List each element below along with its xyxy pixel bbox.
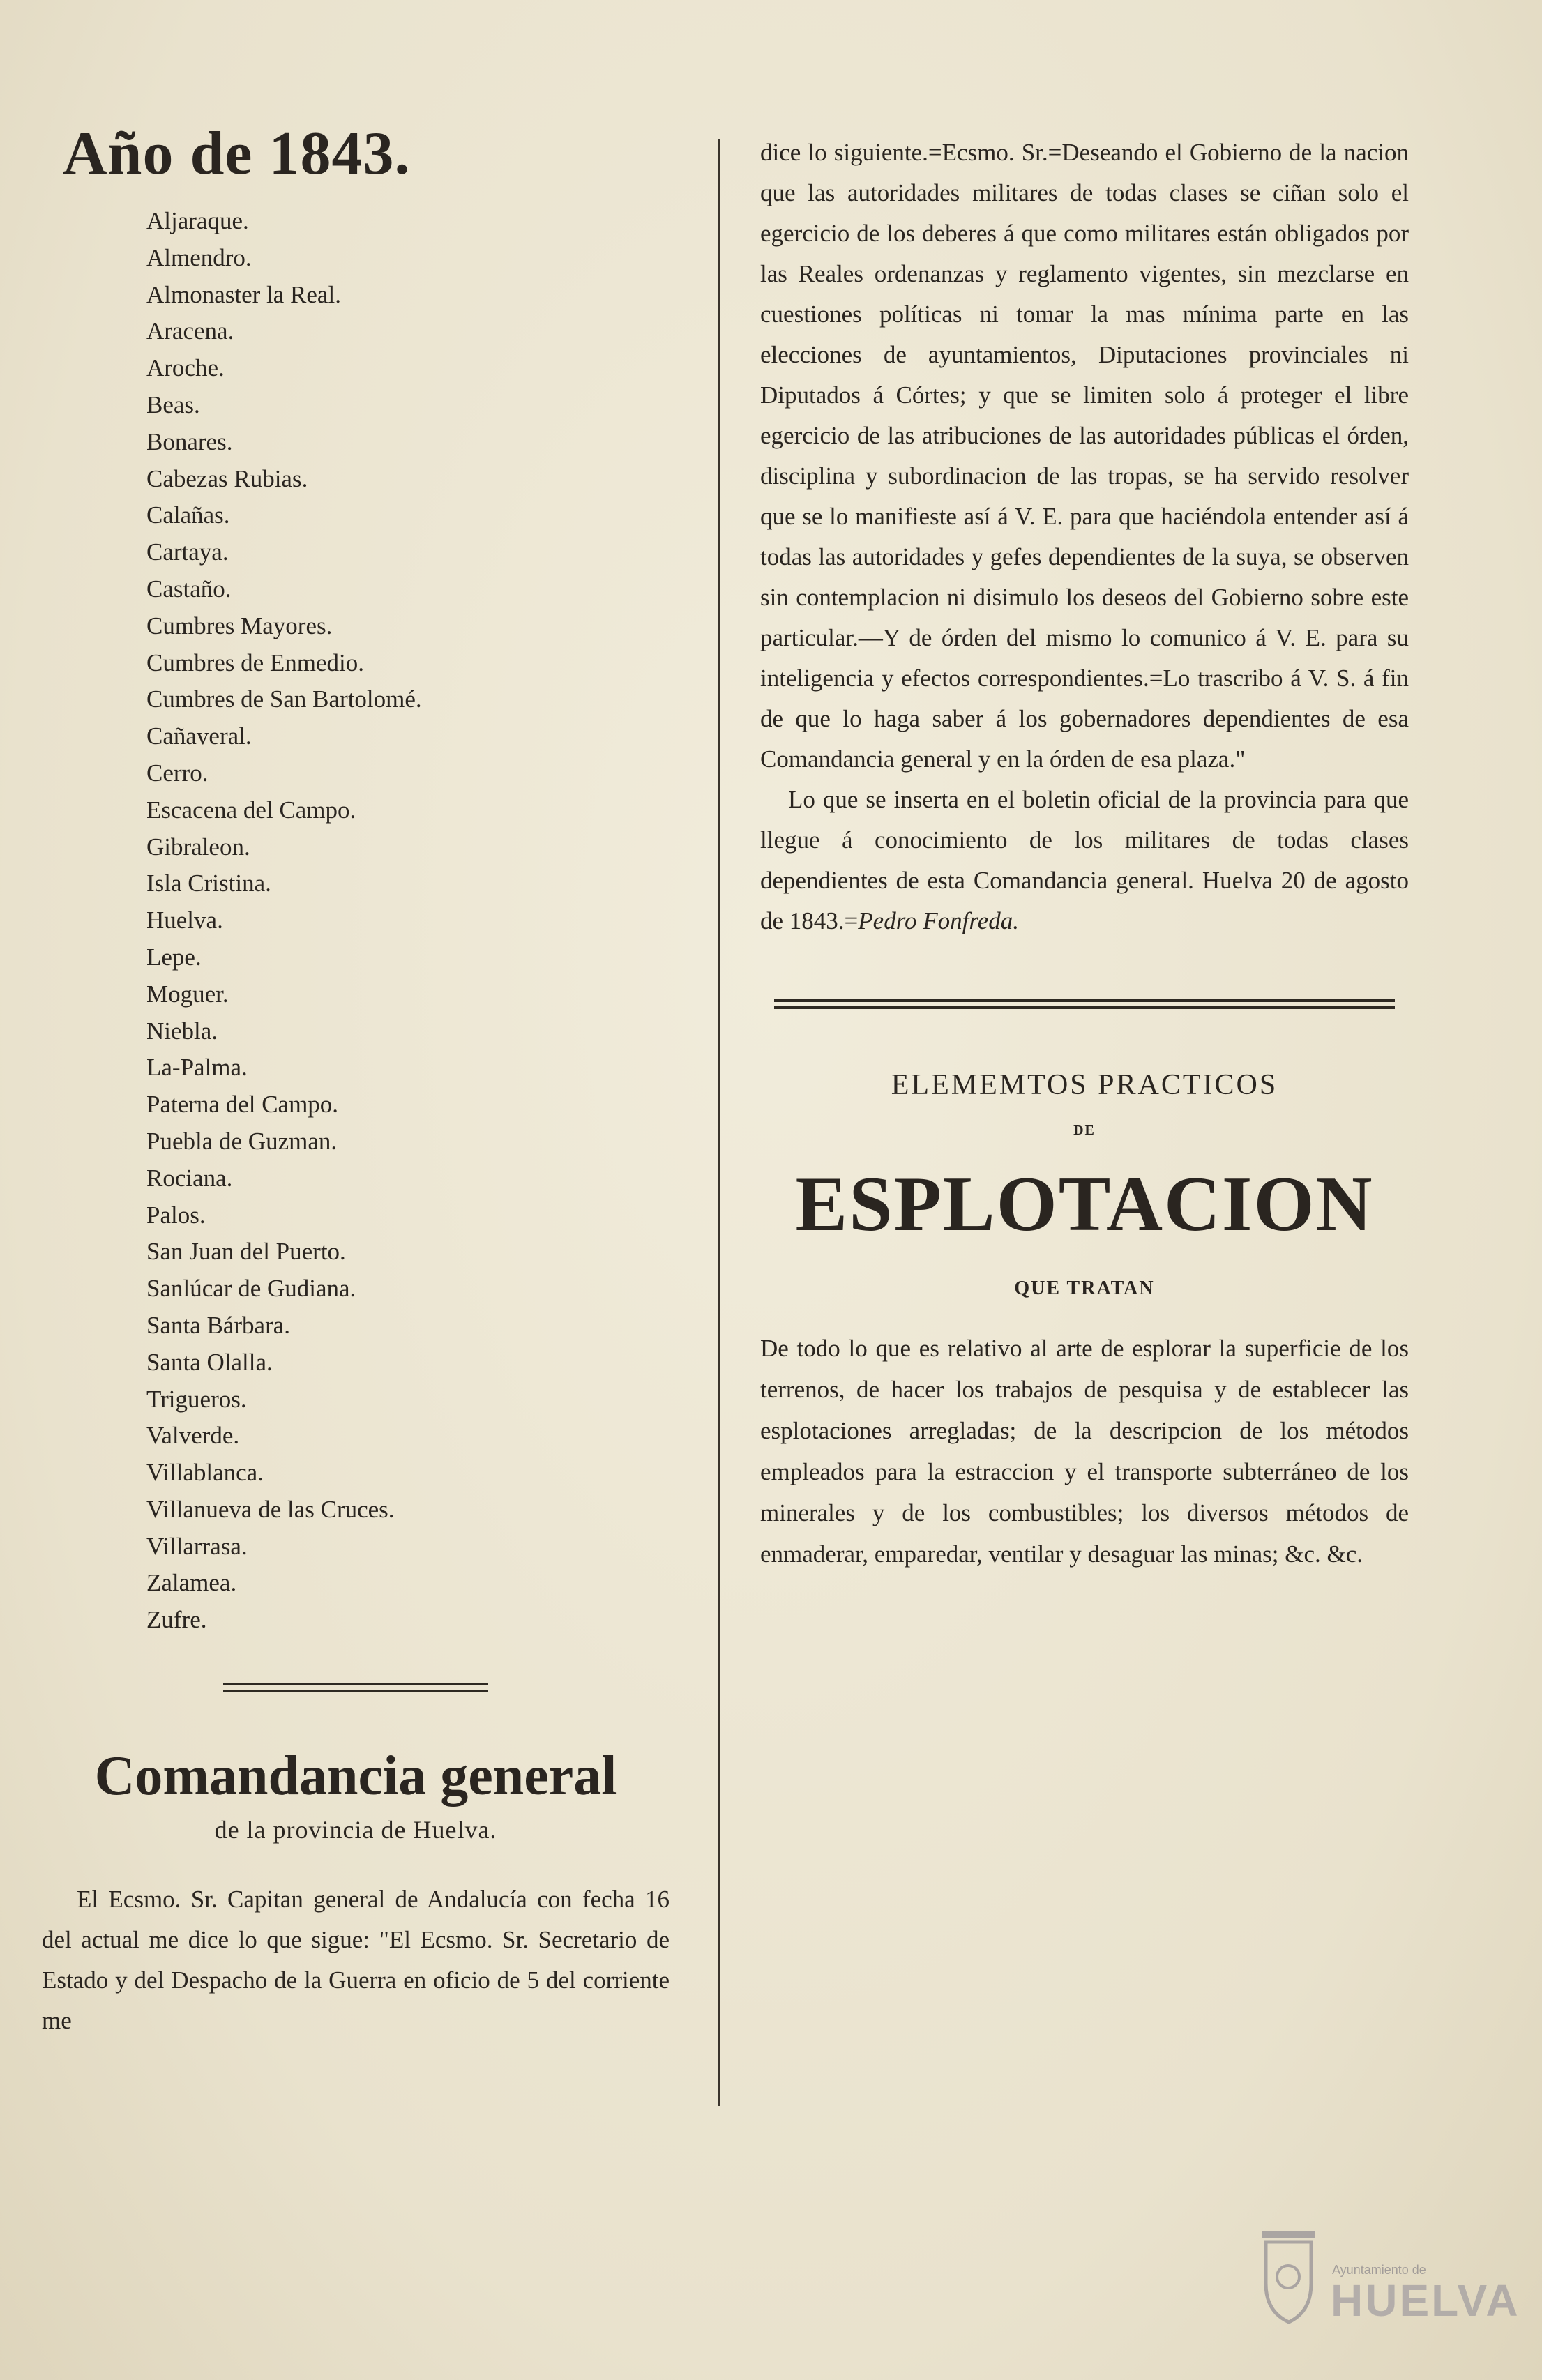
place-item: Cerro. <box>146 759 209 787</box>
place-item: Puebla de Guzman. <box>146 1127 338 1155</box>
article-body-start <box>42 1879 670 2041</box>
place-item: Castaño. <box>146 575 232 602</box>
place-item: Sanlúcar de Gudiana. <box>146 1275 356 1303</box>
place-item: Lepe. <box>146 943 202 971</box>
place-item: Cañaveral. <box>146 722 252 750</box>
year-title: Año de 1843. <box>63 120 411 188</box>
place-item: Cumbres de San Bartolomé. <box>146 685 422 713</box>
place-item: Santa Bárbara. <box>146 1311 291 1339</box>
article-closing <box>760 780 1409 941</box>
ad-headline: ESPLOTACION <box>795 1161 1374 1248</box>
place-item: Trigueros. <box>146 1385 247 1413</box>
place-item: Moguer. <box>146 980 229 1008</box>
right-column <box>760 132 1409 1575</box>
place-item: La-Palma. <box>146 1054 248 1082</box>
place-item: San Juan del Puerto. <box>146 1238 346 1266</box>
place-item: Escacena del Campo. <box>146 796 356 824</box>
place-item: Santa Olalla. <box>146 1348 273 1376</box>
place-item: Paterna del Campo. <box>146 1091 339 1119</box>
place-item: Isla Cristina. <box>146 870 271 897</box>
place-item: Huelva. <box>146 907 223 934</box>
place-item: Calañas. <box>146 501 230 529</box>
left-column <box>42 105 670 2041</box>
place-item: Villablanca. <box>146 1459 264 1487</box>
place-item: Cartaya. <box>146 538 229 566</box>
watermark-seal <box>1255 2224 1520 2336</box>
place-item: Zufre. <box>146 1606 207 1634</box>
section-rule <box>223 1681 488 1696</box>
place-item: Cumbres de Enmedio. <box>146 649 365 676</box>
column-divider <box>718 139 720 2106</box>
ad-subline: QUE TRATAN <box>1014 1278 1155 1299</box>
crest-icon <box>1255 2224 1322 2329</box>
watermark-label: Ayuntamiento de <box>1332 2263 1426 2277</box>
signature: Pedro Fonfreda. <box>858 907 1019 934</box>
ad-title-line: ELEMEMTOS PRACTICOS <box>891 1069 1278 1101</box>
place-item: Almonaster la Real. <box>146 280 341 308</box>
ad-body: De todo lo que es relativo al arte de esplorar la superficie de los terrenos, de hacer los trabajos de pesquisa y de establecer las esplotaciones arregladas; de la descripcion de los métodos empleados para la estraccion y el transporte subterráneo de los minerales y de los combustibles; los diversos métodos de enmaderar, emparedar, ventilar y desaguar las minas; &c. &c. <box>760 1335 1409 1568</box>
place-item: Villarrasa. <box>146 1532 248 1560</box>
place-item: Beas. <box>146 391 200 418</box>
place-item: Zalamea. <box>146 1569 237 1597</box>
article-continuation: dice lo siguiente.=Ecsmo. Sr.=Deseando el Gobierno de la nacion que las autoridades militares de todas clases se ciñan solo el egercicio de los deberes á que como militares están obligados por las Reales ordenanzas y reglamento vigentes, sin mezclarse en cuestiones políticas ni tomar la mas mínima parte en las elecciones de ayuntamientos, Diputaciones provinciales ni Diputados á Córtes; y que se limiten solo á proteger el libre egercicio de las atribuciones de las autoridades públicas el órden, disciplina y subordinacion de las tropas, se ha servido resolver que se lo manifieste así á V. E. para que haciéndola entender así á todas las autoridades y gefes dependientes de la suya, se observen sin contemplacion ni disimulo los deseos del Gobierno sobre este particular.—Y de órden del mismo lo comunico á V. E. para su inteligencia y efectos correspondientes.=Lo trascribo á V. S. á fin de que lo haga saber á los gobernadores dependientes de esa Comandancia general y en la órden de esa plaza." <box>760 139 1409 773</box>
section-title: Comandancia general <box>94 1745 617 1807</box>
place-item: Palos. <box>146 1201 206 1229</box>
place-item: Niebla. <box>146 1017 218 1045</box>
place-item: Cabezas Rubias. <box>146 464 308 492</box>
place-item: Aroche. <box>146 354 225 382</box>
article-body-continued <box>760 132 1409 941</box>
place-item: Cumbres Mayores. <box>146 612 333 639</box>
place-item: Valverde. <box>146 1422 240 1450</box>
place-item: Gibraleon. <box>146 833 250 861</box>
place-item: Almendro. <box>146 243 252 271</box>
watermark-name: HUELVA <box>1331 2275 1520 2326</box>
article-paragraph: El Ecsmo. Sr. Capitan general de Andalucía con fecha 16 del actual me dice lo que sigue: "El Ecsmo. Sr. Secretario de Estado y del Despacho de la Guerra en oficio de 5 del corriente me <box>42 1886 670 2035</box>
place-item: Bonares. <box>146 427 233 455</box>
ad-de: DE <box>1073 1123 1096 1138</box>
place-item: Aljaraque. <box>146 207 249 234</box>
place-item: Rociana. <box>146 1164 233 1192</box>
place-list <box>42 203 670 1639</box>
section-rule <box>774 997 1395 1013</box>
place-item: Aracena. <box>146 317 234 345</box>
place-item: Villanueva de las Cruces. <box>146 1495 395 1523</box>
section-subtitle: de la provincia de Huelva. <box>214 1816 497 1844</box>
closing-text: Lo que se inserta en el boletin oficial de la provincia para que llegue á conocimiento de los militares de todas clases dependientes de esta Comandancia general. Huelva 20 de agosto de 1843.= <box>760 786 1409 934</box>
